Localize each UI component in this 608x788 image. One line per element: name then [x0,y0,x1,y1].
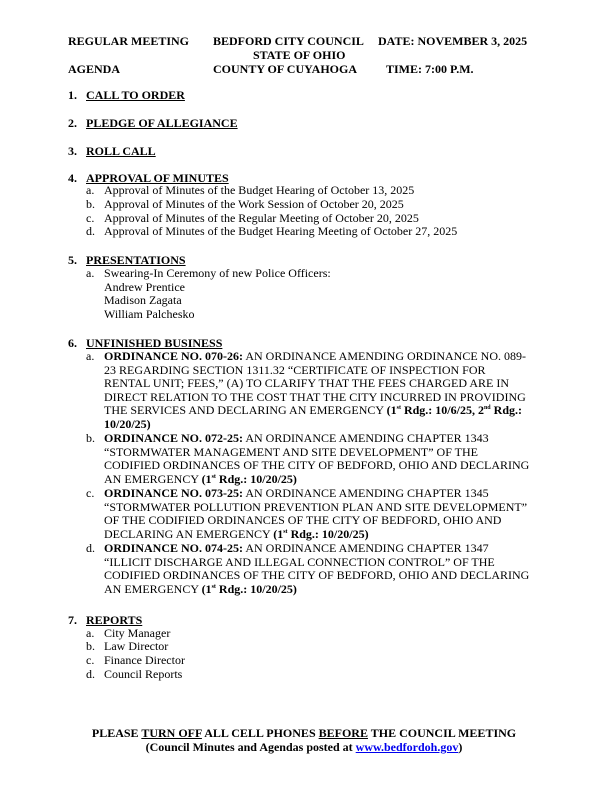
item-letter: c. [86,211,95,225]
ordinance-text: AN ORDINANCE AMENDING CHAPTER 1347 [243,541,489,555]
officer-name: Madison Zagata [104,293,182,307]
officer-name: Andrew Prentice [104,280,185,294]
document-type: AGENDA [68,62,121,76]
ordinance-text: RENTAL UNIT; FEES,” (A) TO CLARIFY THAT THE FEES CHARGED ARE IN [104,376,510,391]
ordinance-text: AN ORDINANCE AMENDING CHAPTER 1345 [243,486,489,500]
item-letter: c. [86,653,95,667]
list-item: City Manager [104,626,171,640]
section-title: CALL TO ORDER [86,88,185,102]
item-letter: a. [86,266,95,280]
ordinance-text: “STORMWATER MANAGEMENT AND SITE DEVELOPMENT” OF THE [104,444,478,459]
item-letter: b. [86,431,95,445]
ordinance-070-26 [104,350,536,432]
section-title: APPROVAL OF MINUTES [86,171,229,185]
reading-dates: (1st Rdg.: 10/6/25, 2nd Rdg.: [386,403,522,418]
section-title: PRESENTATIONS [86,253,186,267]
ordinance-text: AN EMERGENCY [104,471,202,486]
item-letter: a. [86,183,95,197]
list-item: Approval of Minutes of the Regular Meeting of October 20, 2025 [104,211,419,225]
meeting-time: TIME: 7:00 P.M. [386,62,474,76]
ordinance-text: “STORMWATER POLLUTION PREVENTION PLAN AND SITE DEVELOPMENT” [104,499,528,514]
county-name: COUNTY OF CUYAHOGA [213,62,358,76]
section-number: 4. [68,171,77,185]
meeting-type: REGULAR MEETING [68,34,190,48]
ordinance-text: AN EMERGENCY [104,581,202,596]
officer-name: William Palchesko [104,307,195,321]
section-number: 3. [68,144,77,158]
reading-dates: (1st Rdg.: 10/20/25) [201,471,297,486]
state-name: STATE OF OHIO [253,48,346,62]
ordinance-text: OF THE CODIFIED ORDINANCES OF THE CITY OF BEDFORD, OHIO AND [104,513,502,528]
section-title: REPORTS [86,613,143,627]
list-item: Finance Director [104,653,185,667]
ordinance-text: DIRECT RELATION TO THE COST THAT THE CITY INCURRED IN PROVIDING [104,389,526,404]
ordinance-text: AN ORDINANCE AMENDING CHAPTER 1343 [243,431,489,445]
ordinance-073-25 [104,487,536,541]
ordinance-text: “ILLICIT DISCHARGE AND ILLEGAL CONNECTION CONTROL” OF THE [104,554,495,569]
item-letter: d. [86,224,95,238]
section-number: 6. [68,336,77,350]
website-link[interactable]: www.bedfordoh.gov [355,740,459,754]
list-item: Approval of Minutes of the Work Session of October 20, 2025 [104,197,404,211]
ordinance-text: CODIFIED ORDINANCES OF THE CITY OF BEDFORD, OHIO AND DECLARING [104,458,530,473]
section-title: ROLL CALL [86,144,156,158]
ordinance-072-25 [104,432,536,486]
ordinance-text: AN ORDINANCE AMENDING ORDINANCE NO. 089- [243,349,526,363]
reading-dates: (1st Rdg.: 10/20/25) [273,526,369,541]
ordinance-number: ORDINANCE NO. 073-25: [104,486,243,500]
item-letter: b. [86,197,95,211]
list-item: Council Reports [104,667,183,681]
item-letter: a. [86,349,95,363]
council-name: BEDFORD CITY COUNCIL [213,34,364,48]
ordinance-number: ORDINANCE NO. 070-26: [104,349,243,363]
item-letter: d. [86,667,95,681]
list-item: Approval of Minutes of the Budget Hearing of October 13, 2025 [104,183,415,197]
ordinance-text: THE SERVICES AND DECLARING AN EMERGENCY [104,403,387,418]
section-title: UNFINISHED BUSINESS [86,336,223,350]
meeting-date: DATE: NOVEMBER 3, 2025 [378,34,528,48]
section-number: 2. [68,116,77,130]
item-letter: a. [86,626,95,640]
ordinance-number: ORDINANCE NO. 074-25: [104,541,243,555]
reading-dates: 10/20/25) [104,416,151,431]
ordinance-text: CODIFIED ORDINANCES OF THE CITY OF BEDFORD, OHIO AND DECLARING [104,568,530,583]
ordinance-number: ORDINANCE NO. 072-25: [104,431,243,445]
section-number: 5. [68,253,77,267]
posting-notice: (Council Minutes and Agendas posted at www.bedfordoh.gov) [145,740,463,754]
list-item: Approval of Minutes of the Budget Hearing Meeting of October 27, 2025 [104,224,458,238]
section-title: PLEDGE OF ALLEGIANCE [86,116,238,130]
reading-dates: (1st Rdg.: 10/20/25) [201,581,297,596]
ordinance-text: 23 REGARDING SECTION 1311.32 “CERTIFICATE OF INSPECTION FOR [104,362,486,377]
list-item: Law Director [104,639,169,653]
item-letter: c. [86,486,95,500]
ordinance-074-25 [104,542,536,596]
ordinance-text: DECLARING AN EMERGENCY [104,526,274,541]
item-letter: b. [86,639,95,653]
section-number: 7. [68,613,77,627]
cell-phone-notice: PLEASE TURN OFF ALL CELL PHONES BEFORE THE COUNCIL MEETING [91,726,517,740]
item-letter: d. [86,541,95,555]
list-item: Swearing-In Ceremony of new Police Officers: [104,266,331,280]
section-number: 1. [68,88,77,102]
